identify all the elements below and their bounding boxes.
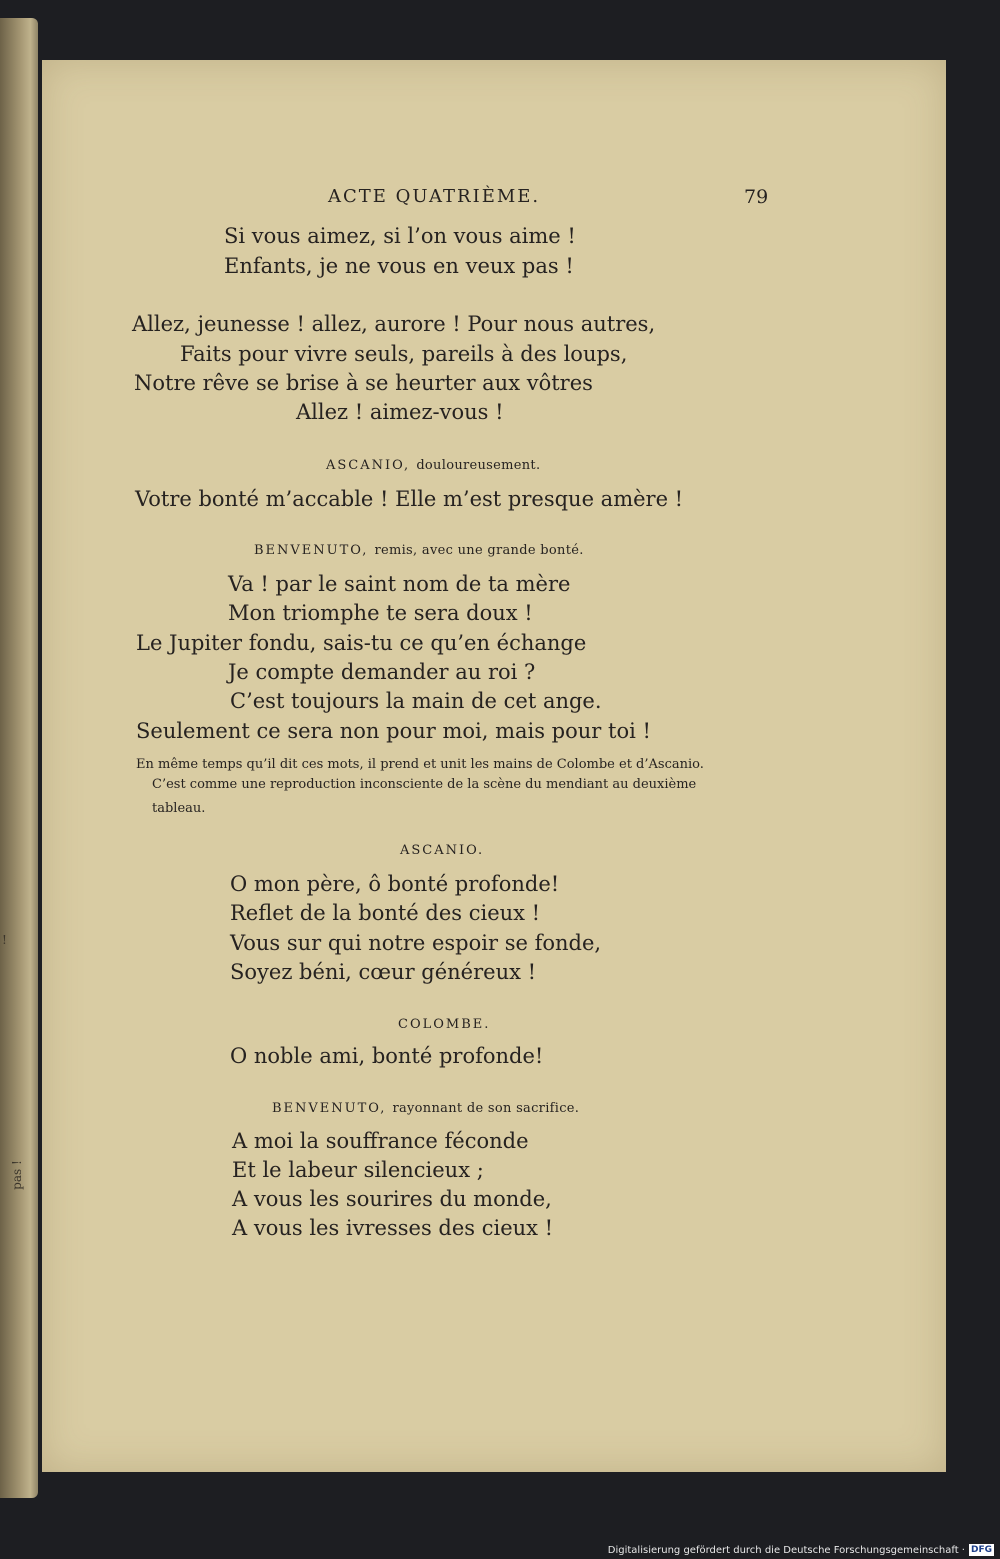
verse-line: O mon père, ô bonté profonde!: [230, 872, 560, 896]
speaker-name: ASCANIO,: [326, 458, 411, 473]
speaker-heading: [400, 838, 484, 864]
book-page: [42, 60, 946, 1472]
verse-line: Allez ! aimez-vous !: [296, 400, 504, 424]
stage-direction-line: En même temps qu’il dit ces mots, il prend et unit les mains de Colombe et d’Ascanio.: [136, 757, 704, 772]
verse-line: Enfants, je ne vous en veux pas !: [224, 254, 574, 278]
previous-page-edge: [0, 18, 38, 1498]
speaker-name: COLOMBE.: [398, 1017, 491, 1032]
prev-page-mark: !: [2, 933, 7, 947]
verse-line: Et le labeur silencieux ;: [232, 1158, 484, 1182]
verse-line: Faits pour vivre seuls, pareils à des loups,: [180, 342, 628, 366]
verse-line: Mon triomphe te sera doux !: [228, 601, 533, 625]
speaker-direction: rayonnant de son sacrifice.: [392, 1101, 580, 1116]
verse-line: Le Jupiter fondu, sais-tu ce qu’en échange: [136, 631, 587, 655]
speaker-name: ASCANIO.: [400, 843, 485, 858]
speaker-heading: [272, 1096, 579, 1122]
digitization-credit: [608, 1543, 994, 1557]
verse-line: Allez, jeunesse ! allez, aurore ! Pour nous autres,: [132, 312, 656, 336]
verse-line: Vous sur qui notre espoir se fonde,: [230, 931, 602, 955]
verse-line: A vous les sourires du monde,: [232, 1187, 552, 1211]
verse-line: A moi la souffrance féconde: [232, 1129, 529, 1153]
prev-page-mark: pas !: [9, 1160, 24, 1190]
verse-line: Notre rêve se brise à se heurter aux vôtres: [134, 371, 593, 395]
verse-line: O noble ami, bonté profonde!: [230, 1044, 544, 1068]
speaker-heading: [254, 538, 584, 564]
dfg-logo: DFG: [970, 1545, 992, 1555]
speaker-heading: [398, 1012, 490, 1038]
credit-text: Digitalisierung gefördert durch die Deutsche Forschungsgemeinschaft ·: [607, 1544, 965, 1556]
running-header: ACTE QUATRIÈME.: [328, 186, 541, 207]
verse-line: Soyez béni, cœur généreux !: [230, 960, 537, 984]
page-number: 79: [744, 186, 769, 208]
speaker-name: BENVENUTO,: [254, 543, 369, 558]
verse-line: Votre bonté m’accable ! Elle m’est presque amère !: [135, 487, 684, 511]
verse-line: C’est toujours la main de cet ange.: [230, 689, 602, 713]
verse-line: Je compte demander au roi ?: [228, 660, 536, 684]
verse-line: A vous les ivresses des cieux !: [232, 1216, 554, 1240]
speaker-direction: douloureusement.: [416, 458, 541, 473]
stage-direction-line: C’est comme une reproduction inconsciente de la scène du mendiant au deuxième: [152, 777, 697, 792]
verse-line: Si vous aimez, si l’on vous aime !: [224, 224, 576, 248]
speaker-heading: [326, 453, 540, 479]
stage-direction-line: tableau.: [152, 801, 206, 816]
verse-line: Va ! par le saint nom de ta mère: [228, 572, 571, 596]
speaker-direction: remis, avec une grande bonté.: [374, 543, 584, 558]
verse-line: Reflet de la bonté des cieux !: [230, 901, 541, 925]
speaker-name: BENVENUTO,: [272, 1101, 387, 1116]
verse-line: Seulement ce sera non pour moi, mais pour toi !: [136, 719, 651, 743]
